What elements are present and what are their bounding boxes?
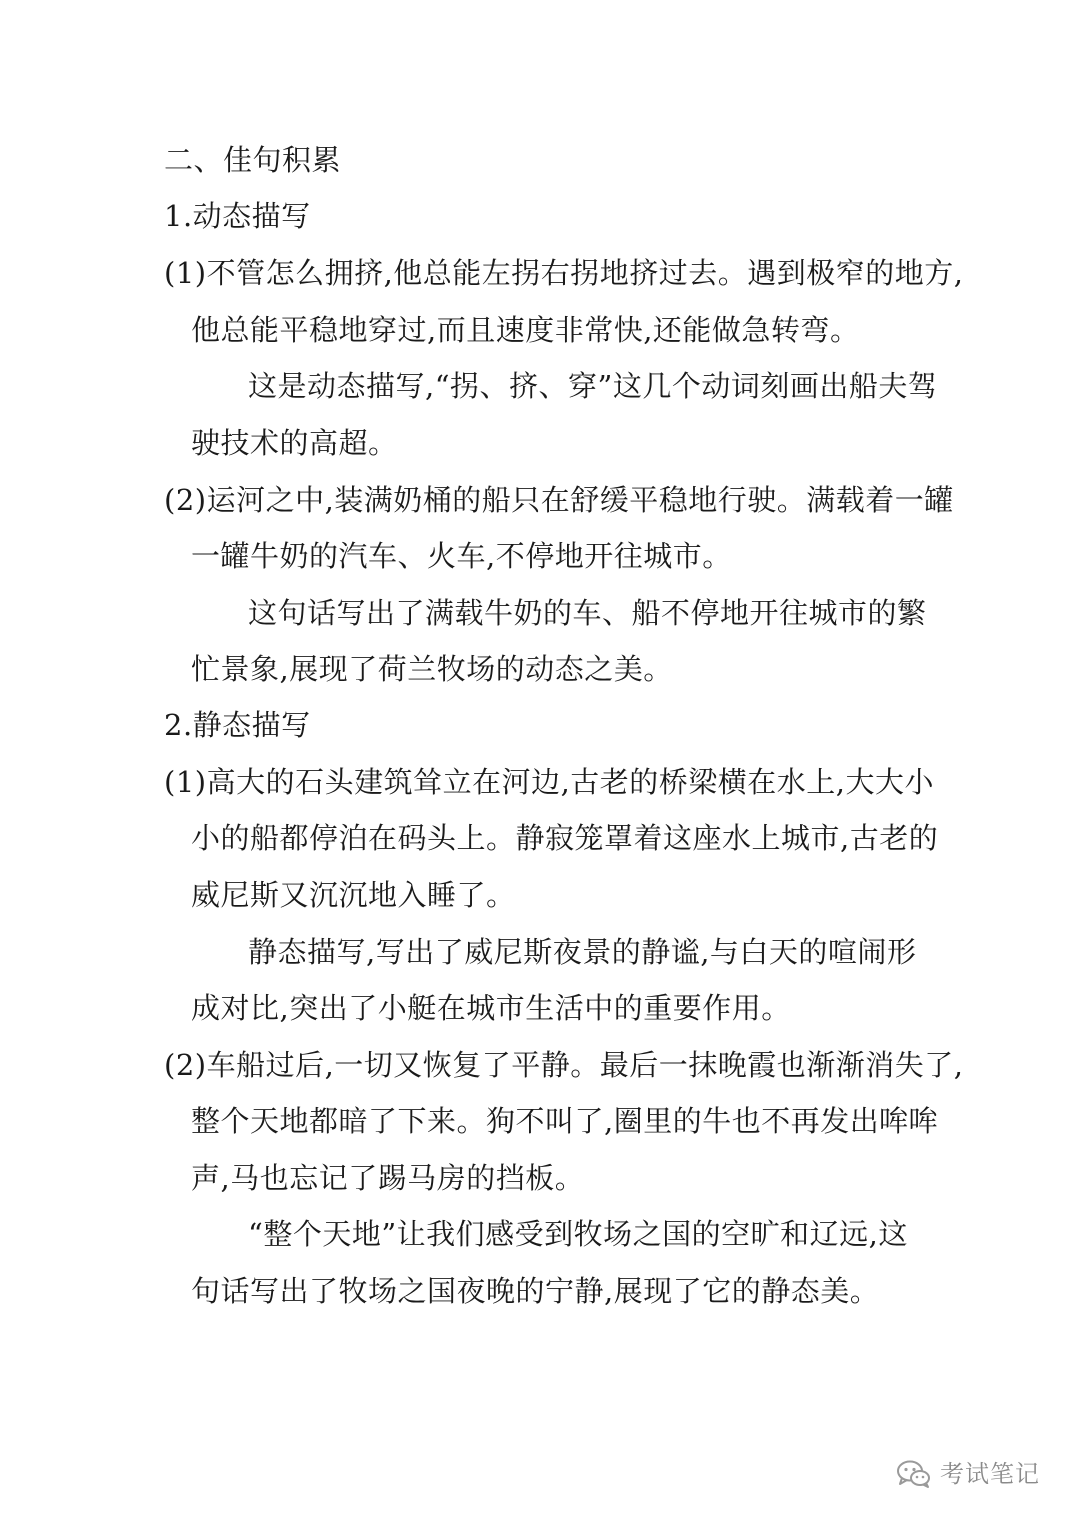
dynamic-item1-line2: 他总能平稳地穿过,而且速度非常快,还能做急转弯。 <box>191 313 860 347</box>
section-title: 二、佳句积累 <box>164 143 342 177</box>
static-item2-line2: 整个天地都暗了下来。狗不叫了,圈里的牛也不再发出哞哞 <box>191 1104 939 1138</box>
static-item2-note-line1: “整个天地”让我们感受到牧场之国的空旷和辽远,这 <box>248 1217 908 1251</box>
dynamic-item2-line2: 一罐牛奶的汽车、火车,不停地开往城市。 <box>191 539 732 573</box>
static-item2-line3: 声,马也忘记了踢马房的挡板。 <box>191 1161 585 1195</box>
static-heading: 2.静态描写 <box>164 708 311 742</box>
dynamic-item2-note-line2: 忙景象,展现了荷兰牧场的动态之美。 <box>191 652 673 686</box>
dynamic-item1-note-line2: 驶技术的高超。 <box>191 426 398 460</box>
watermark-text: 考试笔记 <box>940 1460 1040 1488</box>
dynamic-heading: 1.动态描写 <box>164 199 311 233</box>
static-item2-note-line2: 句话写出了牧场之国夜晚的宁静,展现了它的静态美。 <box>191 1274 880 1308</box>
dynamic-item1-line1: (1)不管怎么拥挤,他总能左拐右拐地挤过去。遇到极窄的地方, <box>164 256 964 290</box>
wechat-icon <box>896 1459 932 1489</box>
static-item1-line3: 威尼斯又沉沉地入睡了。 <box>191 878 516 912</box>
dynamic-item2-note-line1: 这句话写出了满载牛奶的车、船不停地开往城市的繁 <box>248 596 927 630</box>
dynamic-item2-line1: (2)运河之中,装满奶桶的船只在舒缓平稳地行驶。满载着一罐 <box>164 483 954 517</box>
dynamic-item1-note-line1: 这是动态描写,“拐、挤、穿”这几个动词刻画出船夫驾 <box>248 369 938 403</box>
static-item1-line1: (1)高大的石头建筑耸立在河边,古老的桥梁横在水上,大大小 <box>164 765 935 799</box>
static-item2-line1: (2)车船过后,一切又恢复了平静。最后一抹晚霞也渐渐消失了, <box>164 1048 964 1082</box>
static-item1-note-line2: 成对比,突出了小艇在城市生活中的重要作用。 <box>191 991 791 1025</box>
watermark <box>896 1454 1040 1494</box>
static-item1-line2: 小的船都停泊在码头上。静寂笼罩着这座水上城市,古老的 <box>191 821 939 855</box>
static-item1-note-line1: 静态描写,写出了威尼斯夜景的静谧,与白天的喧闹形 <box>248 935 917 969</box>
